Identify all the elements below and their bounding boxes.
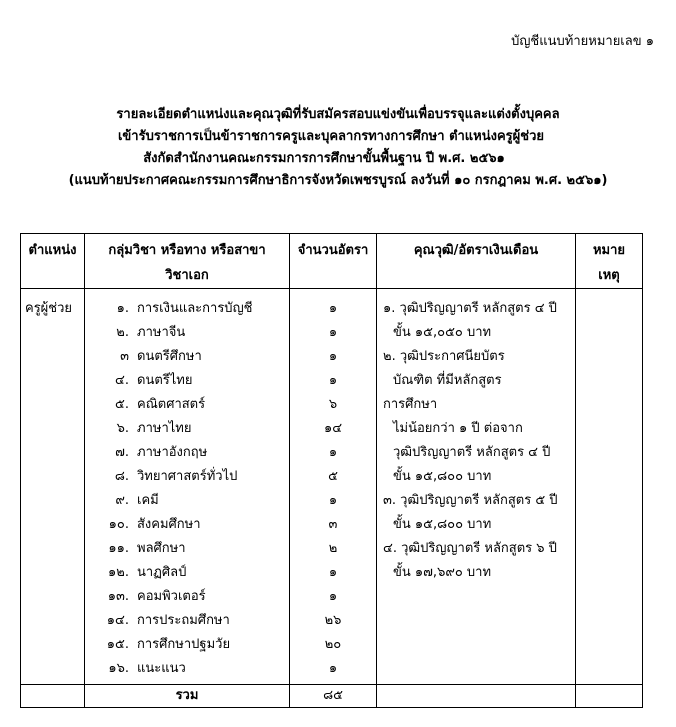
subject-name: คณิตศาสตร์ (137, 397, 206, 412)
subject-name: ภาษาจีน (137, 325, 186, 340)
subject-name: สังคมศึกษา (137, 517, 201, 532)
subject-item (85, 489, 289, 513)
qualifications-cell (377, 289, 576, 685)
subject-count: ๖ (328, 397, 338, 412)
subject-number: ๑๕. (106, 637, 129, 652)
subject-number: ๘. (114, 469, 129, 484)
qualification-line: บัณฑิต ที่มีหลักสูตร (393, 373, 502, 388)
qualification-line: ขั้น ๑๕,๘๐๐ บาท (393, 469, 492, 484)
subject-name: วิทยาศาสตร์ทั่วไป (137, 469, 238, 484)
subjects-cell (85, 289, 290, 685)
header-note (576, 234, 643, 289)
subject-name: นาฏศิลป์ (137, 565, 187, 580)
subject-count: ๑ (328, 349, 338, 364)
position-cell: ครูผู้ช่วย (21, 289, 85, 685)
subject-number: ๑๔. (106, 613, 129, 628)
subject-count: ๑ (328, 565, 338, 580)
header-subject-line-1: กลุ่มวิชา หรือทาง หรือสาขา (108, 243, 266, 258)
subject-item (85, 393, 289, 417)
qualification-line: ๒. วุฒิประกาศนียบัตร (383, 349, 505, 364)
subject-count: ๒๐ (324, 637, 342, 652)
subject-number: ๒. (116, 325, 129, 340)
heading-line-1: รายละเอียดตำแหน่งและคุณวุฒิที่รับสมัครสอบแข่งขันเพื่อบรรจุและแต่งตั้งบุคคล (116, 107, 560, 122)
subject-count: ๑๔ (323, 421, 343, 436)
subject-item (85, 465, 289, 489)
subject-number: ๑๓. (107, 589, 129, 604)
subject-count: ๑ (328, 325, 338, 340)
header-qualification: คุณวุฒิ/อัตราเงินเดือน (377, 234, 576, 289)
subject-number: ๖. (116, 421, 129, 436)
subject-item (85, 417, 289, 441)
qualification-line: การศึกษา (383, 397, 438, 412)
heading-line-3: สังกัดสำนักงานคณะกรรมการการศึกษาขั้นพื้นฐาน ปี พ.ศ. ๒๕๖๑ (143, 151, 505, 166)
header-subject-line-2: วิชาเอก (165, 268, 209, 283)
appendix-label: บัญชีแนบท้ายหมายเลข ๑ (511, 34, 654, 49)
header-count: จำนวนอัตรา (290, 234, 377, 289)
total-empty-cell (576, 685, 643, 708)
subject-name: การประถมศึกษา (137, 613, 230, 628)
subject-item (85, 369, 289, 393)
table-body-row (21, 289, 643, 685)
qualification-line: ไม่น้อยกว่า ๑ ปี ต่อจาก (393, 421, 523, 436)
heading-line-2: เข้ารับราชการเป็นข้าราชการครูและบุคลากรทางการศึกษา ตำแหน่งครูผู้ช่วย (117, 129, 545, 144)
total-value: ๘๕ (290, 685, 377, 708)
subject-number: ๑. (116, 301, 129, 316)
subject-item (85, 633, 289, 657)
subject-item (85, 585, 289, 609)
qualification-line: ขั้น ๑๕,๐๕๐ บาท (393, 325, 492, 340)
subject-item (85, 321, 289, 345)
subject-count: ๑ (328, 301, 338, 316)
table-header-row (21, 234, 643, 289)
total-empty-cell (377, 685, 576, 708)
subject-item (85, 513, 289, 537)
subject-count: ๑ (328, 493, 338, 508)
subject-item (85, 609, 289, 633)
subject-name: ดนตรีไทย (137, 373, 193, 388)
subject-item (85, 561, 289, 585)
subject-number: ๔. (115, 373, 129, 388)
subject-item (85, 297, 289, 321)
subject-number: ๑๐. (108, 517, 129, 532)
subject-number: ๙. (115, 493, 129, 508)
subject-number: ๑๖. (108, 661, 129, 676)
subject-number: ๑๑. (108, 541, 129, 556)
subject-item (85, 441, 289, 465)
subject-name: พลศึกษา (137, 541, 186, 556)
subject-number: ๕. (115, 397, 129, 412)
note-cell (576, 289, 643, 685)
subject-name: ดนตรีศึกษา (137, 349, 202, 364)
qualification-line: ขั้น ๑๕,๘๐๐ บาท (393, 517, 492, 532)
total-row (21, 685, 643, 708)
subject-name: ภาษาไทย (137, 421, 192, 436)
subject-name: การศึกษาปฐมวัย (137, 637, 231, 652)
subject-count: ๑ (328, 661, 338, 676)
positions-table (20, 233, 643, 708)
qualification-line: ๔. วุฒิปริญญาตรี หลักสูตร ๖ ปี (383, 541, 557, 556)
subject-name: ภาษาอังกฤษ (137, 445, 208, 460)
subject-number: ๓ (120, 349, 129, 364)
subject-count: ๑ (328, 373, 338, 388)
total-empty-cell (21, 685, 85, 708)
subject-count: ๕ (328, 469, 338, 484)
subject-item (85, 345, 289, 369)
qualification-line: ขั้น ๑๗,๖๙๐ บาท (393, 565, 492, 580)
subject-name: แนะแนว (137, 661, 186, 676)
header-note-line-1: หมาย (592, 243, 626, 258)
subject-count: ๒๖ (324, 613, 342, 628)
subject-item (85, 657, 289, 681)
subject-name: การเงินและการบัญชี (137, 301, 253, 316)
subject-count: ๑ (328, 445, 338, 460)
subject-number: ๑๒. (108, 565, 129, 580)
subject-count: ๑ (328, 589, 338, 604)
subject-count: ๒ (328, 541, 338, 556)
qualification-line: วุฒิปริญญาตรี หลักสูตร ๔ ปี (393, 445, 551, 460)
header-position: ตำแหน่ง (21, 234, 85, 289)
subject-name: เคมี (137, 493, 159, 508)
qualification-line: ๑. วุฒิปริญญาตรี หลักสูตร ๔ ปี (383, 301, 557, 316)
subject-item (85, 537, 289, 561)
heading-line-4: (แนบท้ายประกาศคณะกรรมการศึกษาธิการจังหวัดเพชรบูรณ์ ลงวันที่ ๑๐ กรกฎาคม พ.ศ. ๒๕๖๑) (68, 173, 608, 188)
qualification-line: ๓. วุฒิปริญญาตรี หลักสูตร ๕ ปี (383, 493, 558, 508)
header-subject (85, 234, 290, 289)
subject-number: ๗. (115, 445, 129, 460)
total-label: รวม (85, 685, 290, 708)
document-heading (0, 104, 676, 192)
subject-name: คอมพิวเตอร์ (137, 589, 206, 604)
subject-count: ๓ (328, 517, 338, 532)
header-note-line-2: เหตุ (598, 268, 620, 283)
counts-cell (290, 289, 377, 685)
